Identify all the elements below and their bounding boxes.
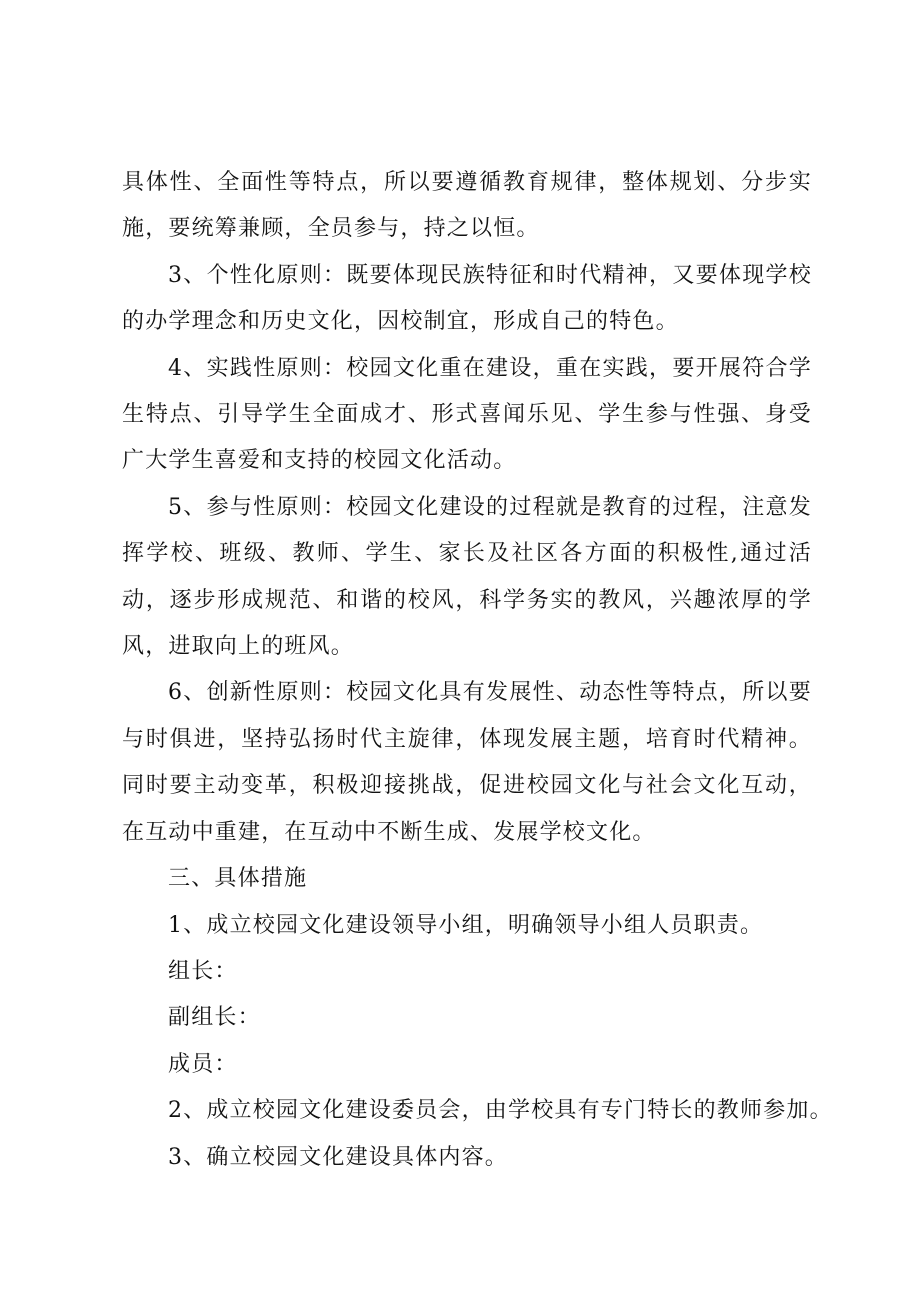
- deputy-leader-label: 副组长：: [168, 1005, 261, 1031]
- paragraph-continuation: 具体性、全面性等特点，所以要遵循教育规律，整体规划、分步实施，要统筹兼顾，全员参与，持之以恒。: [122, 170, 812, 242]
- measure-item-2: 2、成立校园文化建设委员会，由学校具有专门特长的教师参加。: [168, 1098, 833, 1124]
- paragraph-principle-6: 6、创新性原则：校园文化具有发展性、动态性等特点，所以要与时俱进，坚持弘扬时代主旋律，体现发展主题，培育时代精神。同时要主动变革，积极迎接挑战，促进校园文化与社会文化互动，在互动中重建，在互动中不断生成、发展学校文化。: [122, 680, 812, 845]
- section-heading: 三、具体措施: [168, 866, 308, 892]
- paragraph-principle-4: 4、实践性原则：校园文化重在建设，重在实践，要开展符合学生特点、引导学生全面成才、形式喜闻乐见、学生参与性强、身受广大学生喜爱和支持的校园文化活动。: [122, 355, 812, 474]
- paragraph-principle-3: 3、个性化原则：既要体现民族特征和时代精神，又要体现学校的办学理念和历史文化，因校制宜，形成自己的特色。: [122, 262, 812, 335]
- leader-label: 组长：: [168, 958, 238, 984]
- paragraph-principle-5: 5、参与性原则：校园文化建设的过程就是教育的过程，注意发挥学校、班级、教师、学生、家长及社区各方面的积极性,通过活动，逐步形成规范、和谐的校风，科学务实的教风，兴趣浓厚的学风，进取向上的班风。: [122, 494, 812, 660]
- document-body: [122, 160, 833, 1181]
- measure-item-3: 3、确立校园文化建设具体内容。: [168, 1144, 508, 1170]
- measure-item-1: 1、成立校园文化建设领导小组，明确领导小组人员职责。: [168, 912, 764, 938]
- members-label: 成员：: [168, 1051, 238, 1077]
